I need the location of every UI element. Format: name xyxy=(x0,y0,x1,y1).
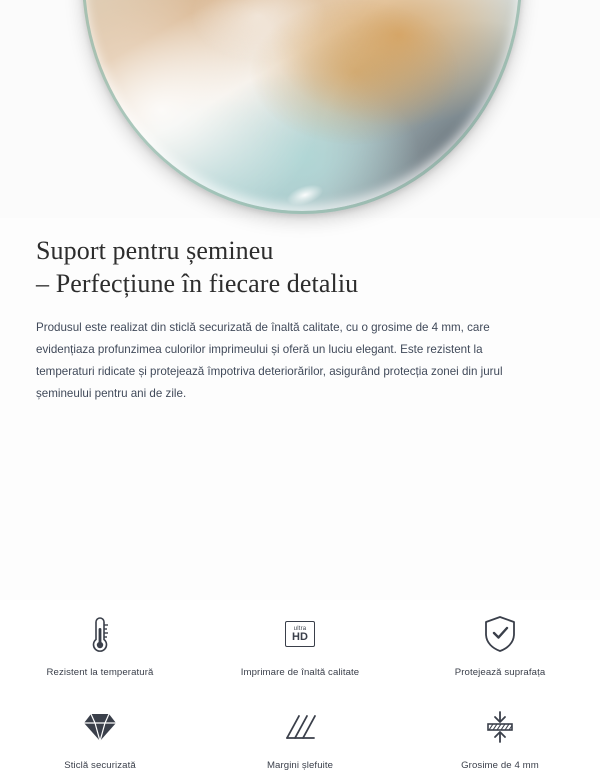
description-paragraph: Produsul este realizat din sticlă securizată de înaltă calitate, cu o grosime de 4 mm, care evidențiaza profunzimea culorilor imprimeului și oferă un luciu elegant. Este rezistent la temperaturi ridicate și protejează împotriva deteriorărilor, asigurând protecția zonei din jurul șemineului pentru ani de zile. xyxy=(36,320,503,401)
feature-polished-edges xyxy=(200,706,400,771)
feature-label: Sticlă securizată xyxy=(64,760,136,771)
page-title xyxy=(0,218,600,301)
feature-label: Grosime de 4 mm xyxy=(461,760,539,771)
page-title-line-1: Suport pentru șemineu xyxy=(36,236,274,265)
ultra-hd-badge-bottom: HD xyxy=(292,630,308,643)
feature-print-quality xyxy=(200,613,400,678)
feature-grid xyxy=(0,613,600,771)
feature-row-1 xyxy=(0,613,600,678)
feature-thickness xyxy=(400,706,600,771)
ultra-hd-icon xyxy=(285,613,315,655)
content-block xyxy=(0,218,600,406)
ultra-hd-badge-top: ultra xyxy=(293,625,307,632)
feature-label: Protejează suprafața xyxy=(454,667,546,678)
page-title-line-2: – Perfecțiune în fiecare detaliu xyxy=(36,269,359,299)
polished-edges-icon xyxy=(283,706,317,748)
diamond-icon xyxy=(82,706,118,748)
thickness-4mm-icon xyxy=(483,706,517,748)
feature-label: Margini șlefuite xyxy=(266,760,334,771)
feature-row-2 xyxy=(0,706,600,771)
feature-tempered-glass xyxy=(0,706,200,771)
feature-temperature xyxy=(0,613,200,678)
feature-surface-protection xyxy=(400,613,600,678)
hero-image xyxy=(0,0,600,218)
shield-check-icon xyxy=(483,613,517,655)
feature-label: Imprimare de înaltă calitate xyxy=(240,667,360,678)
feature-label: Rezistent la temperatură xyxy=(46,667,154,678)
thermometer-icon xyxy=(89,613,111,655)
glass-plate-rim xyxy=(82,0,522,214)
